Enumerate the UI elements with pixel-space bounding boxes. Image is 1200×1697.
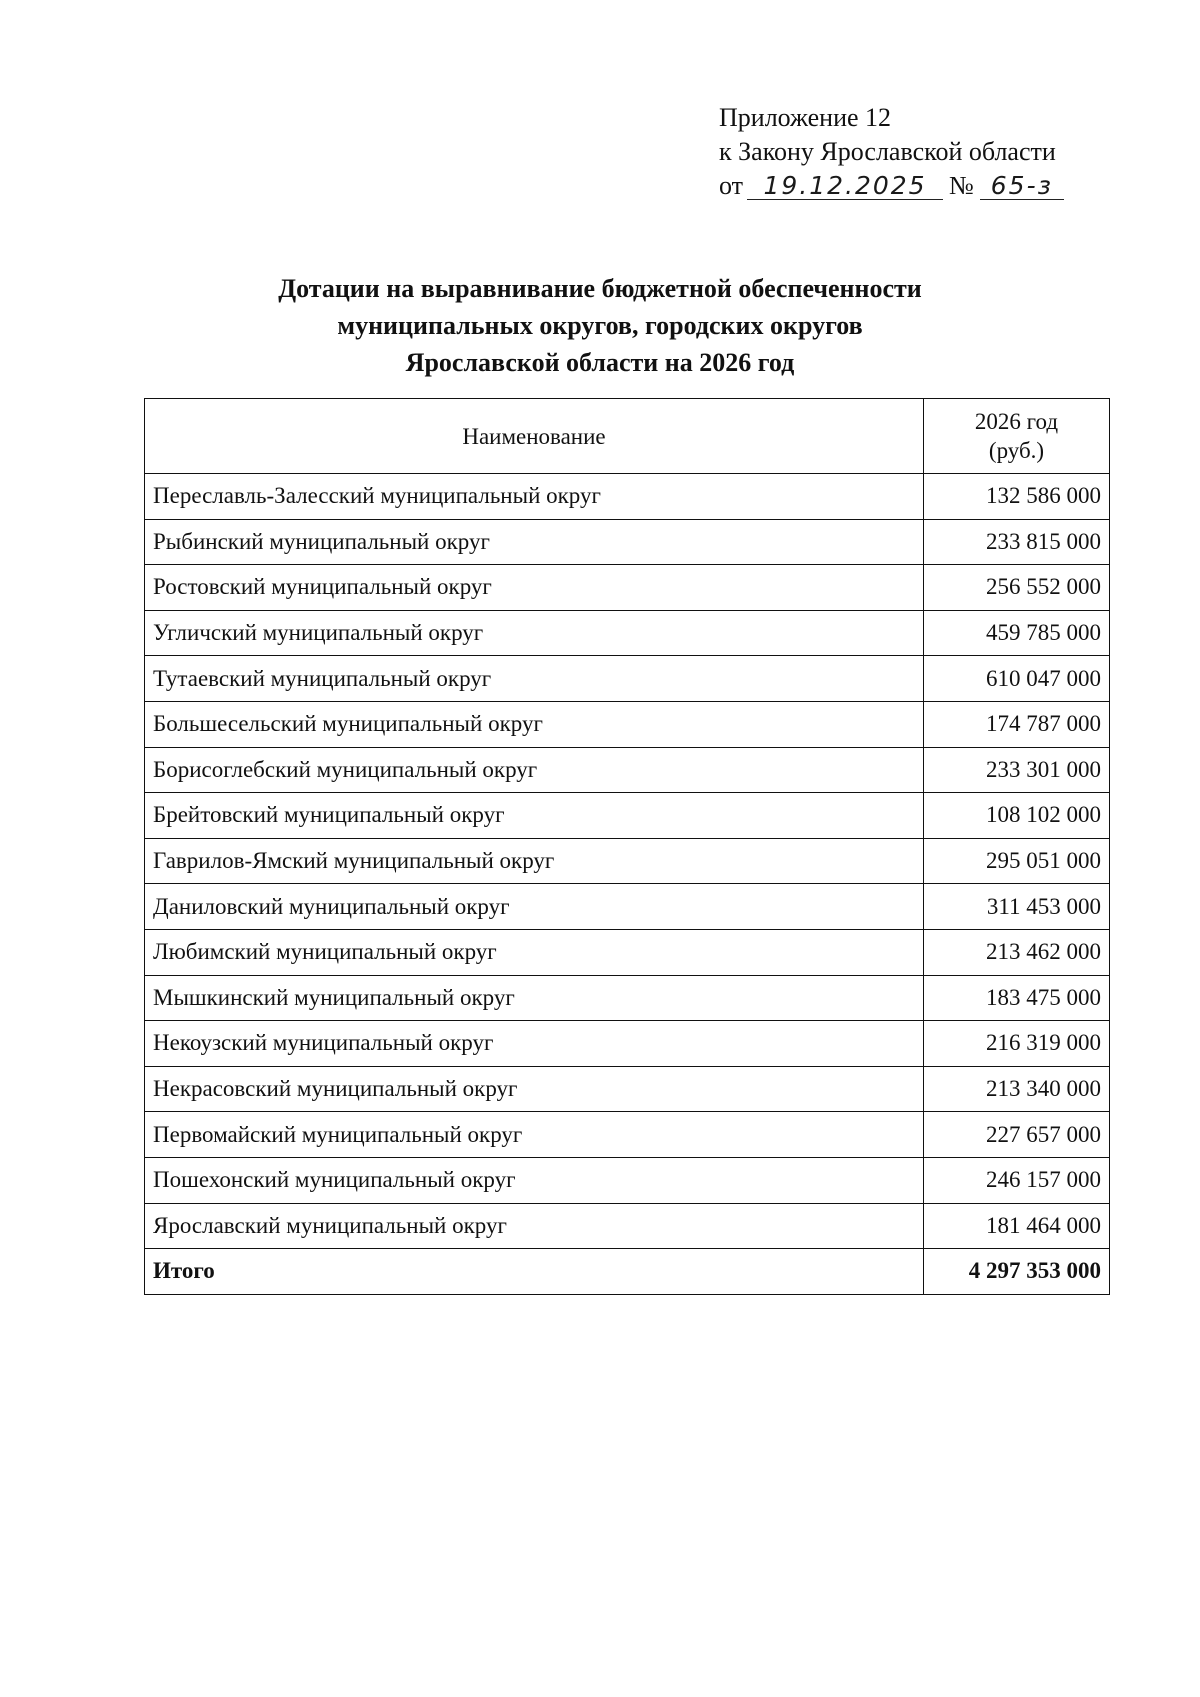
row-name: Ярославский муниципальный округ — [145, 1203, 924, 1249]
row-name: Тутаевский муниципальный округ — [145, 656, 924, 702]
row-name: Даниловский муниципальный округ — [145, 884, 924, 930]
table-row — [145, 701, 1110, 747]
table-row — [145, 1066, 1110, 1112]
row-name: Любимский муниципальный округ — [145, 929, 924, 975]
appendix-law-reference: к Закону Ярославской области — [719, 137, 1056, 166]
table-row — [145, 474, 1110, 520]
table-row — [145, 975, 1110, 1021]
table-row — [145, 1021, 1110, 1067]
row-value: 610 047 000 — [924, 656, 1110, 702]
row-name: Мышкинский муниципальный округ — [145, 975, 924, 1021]
appendix-header — [719, 101, 1064, 203]
header-value — [924, 399, 1110, 474]
table-row — [145, 610, 1110, 656]
row-value: 256 552 000 — [924, 565, 1110, 611]
row-name: Большесельский муниципальный округ — [145, 701, 924, 747]
handwritten-number: 65-з — [980, 173, 1064, 200]
table-row — [145, 747, 1110, 793]
row-value: 246 157 000 — [924, 1157, 1110, 1203]
row-name: Ростовский муниципальный округ — [145, 565, 924, 611]
table-row — [145, 1203, 1110, 1249]
table-row — [145, 656, 1110, 702]
table-row — [145, 884, 1110, 930]
table-row — [145, 565, 1110, 611]
row-name: Некоузский муниципальный округ — [145, 1021, 924, 1067]
row-name: Брейтовский муниципальный округ — [145, 793, 924, 839]
row-value: 213 462 000 — [924, 929, 1110, 975]
row-value: 233 301 000 — [924, 747, 1110, 793]
header-name: Наименование — [145, 399, 924, 474]
row-value: 132 586 000 — [924, 474, 1110, 520]
table-row — [145, 1157, 1110, 1203]
row-name: Некрасовский муниципальный округ — [145, 1066, 924, 1112]
row-value: 174 787 000 — [924, 701, 1110, 747]
row-value: 295 051 000 — [924, 838, 1110, 884]
subsidies-table — [144, 398, 1110, 1295]
handwritten-date: 19.12.2025 — [747, 173, 943, 200]
row-value: 183 475 000 — [924, 975, 1110, 1021]
table-row — [145, 793, 1110, 839]
table-row — [145, 1112, 1110, 1158]
header-value-year: 2026 год — [974, 409, 1059, 434]
row-name: Борисоглебский муниципальный округ — [145, 747, 924, 793]
row-value: 311 453 000 — [924, 884, 1110, 930]
header-value-unit: (руб.) — [988, 438, 1045, 463]
total-value: 4 297 353 000 — [924, 1249, 1110, 1295]
total-label: Итого — [145, 1249, 924, 1295]
row-value: 459 785 000 — [924, 610, 1110, 656]
row-value: 233 815 000 — [924, 519, 1110, 565]
from-prefix: от — [719, 171, 744, 200]
row-name: Переславль-Залесский муниципальный округ — [145, 474, 924, 520]
appendix-number: Приложение 12 — [719, 103, 892, 132]
row-name: Гаврилов-Ямский муниципальный округ — [145, 838, 924, 884]
number-sign: № — [949, 171, 974, 200]
row-name: Рыбинский муниципальный округ — [145, 519, 924, 565]
table-header-row — [145, 399, 1110, 474]
title-line-3: Ярославской области на 2026 год — [405, 348, 795, 377]
table-total-row — [145, 1249, 1110, 1295]
row-name: Угличский муниципальный округ — [145, 610, 924, 656]
row-value: 108 102 000 — [924, 793, 1110, 839]
table-row — [145, 519, 1110, 565]
row-value: 227 657 000 — [924, 1112, 1110, 1158]
row-value: 181 464 000 — [924, 1203, 1110, 1249]
document-title — [200, 270, 1000, 381]
table-row — [145, 838, 1110, 884]
title-line-1: Дотации на выравнивание бюджетной обеспеченности — [278, 274, 922, 303]
title-line-2: муниципальных округов, городских округов — [337, 311, 863, 340]
appendix-date-line — [719, 169, 1064, 203]
row-name: Первомайский муниципальный округ — [145, 1112, 924, 1158]
row-name: Пошехонский муниципальный округ — [145, 1157, 924, 1203]
row-value: 213 340 000 — [924, 1066, 1110, 1112]
table-row — [145, 929, 1110, 975]
row-value: 216 319 000 — [924, 1021, 1110, 1067]
